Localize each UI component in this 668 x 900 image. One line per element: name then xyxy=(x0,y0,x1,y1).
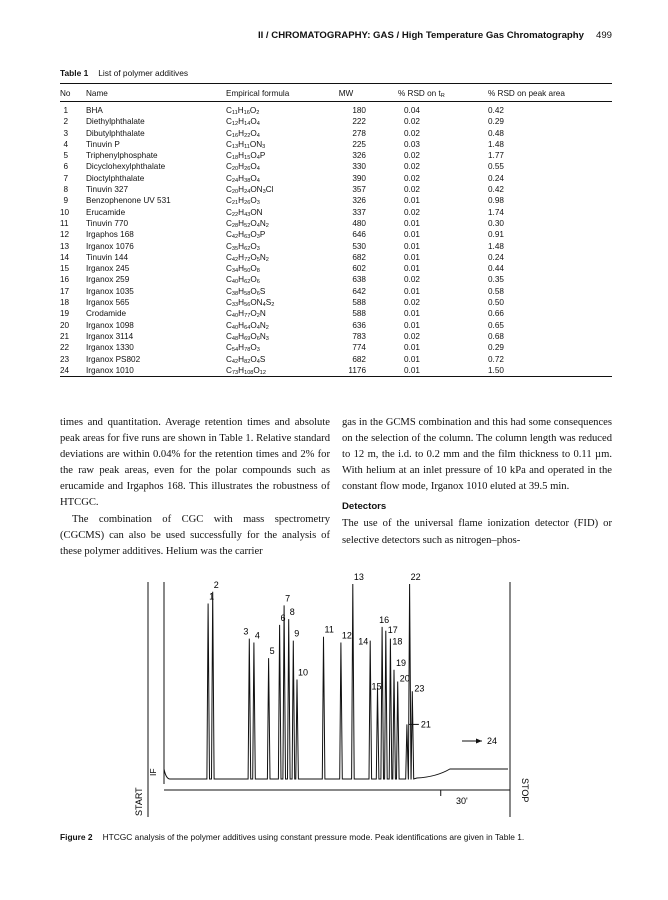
chromatogram-figure xyxy=(130,572,550,822)
cell-name: Diethylphthalate xyxy=(86,117,145,127)
additives-table xyxy=(60,84,612,376)
cell-formula: $C_{73}H_{108}O_{12}$ xyxy=(226,365,267,376)
cell-name: Dibutylphthalate xyxy=(86,128,145,138)
cell-formula: $C_{48}H_{69}O_6N_3$ xyxy=(226,331,269,342)
peak-label: 3 xyxy=(243,626,249,637)
running-head-title: II / CHROMATOGRAPHY: GAS / High Temperature Gas Chromatography xyxy=(257,30,584,41)
cell-no: 14 xyxy=(60,252,70,262)
cell-mw: 1176 xyxy=(348,365,366,375)
cell-rsd-tr: 0.03 xyxy=(404,139,420,149)
cell-rsd-tr: 0.04 xyxy=(404,106,420,115)
cell-formula: $C_{35}H_{62}O_3$ xyxy=(226,241,260,252)
cell-no: 3 xyxy=(63,128,68,138)
cell-no: 12 xyxy=(60,230,70,240)
cell-rsd-tr: 0.01 xyxy=(404,230,420,240)
col-header-name: Name xyxy=(86,88,108,98)
cell-rsd-tr: 0.02 xyxy=(404,128,420,138)
table-row xyxy=(60,218,612,229)
cell-rsd-tr: 0.02 xyxy=(404,207,420,217)
cell-mw: 602 xyxy=(352,264,366,274)
cell-rsd-tr: 0.01 xyxy=(404,218,420,228)
cell-formula: $C_{34}H_{50}O_8$ xyxy=(226,264,260,275)
table-row xyxy=(60,139,612,150)
cell-rsd-area: 0.29 xyxy=(488,343,504,353)
cell-rsd-tr: 0.01 xyxy=(404,320,420,330)
cell-formula: $C_{40}H_{77}O_2N$ xyxy=(226,309,266,320)
body-column-left xyxy=(60,415,330,560)
table-row xyxy=(60,150,612,161)
cell-name: Dicyclohexylphthalate xyxy=(86,162,166,172)
cell-no: 15 xyxy=(60,264,70,274)
peak-label: 12 xyxy=(341,630,352,641)
cell-rsd-tr: 0.02 xyxy=(404,151,420,161)
cell-rsd-area: 0.68 xyxy=(488,331,504,341)
cell-mw: 390 xyxy=(352,173,366,183)
cell-mw: 636 xyxy=(352,320,366,330)
cell-no: 5 xyxy=(63,151,68,161)
table-row xyxy=(60,286,612,297)
table-row xyxy=(60,128,612,139)
cell-rsd-area: 0.58 xyxy=(488,286,504,296)
table-label: Table 1 xyxy=(60,68,89,78)
cell-name: Crodamide xyxy=(86,309,127,319)
cell-rsd-tr: 0.02 xyxy=(404,275,420,285)
cell-formula: $C_{13}H_{11}ON_3$ xyxy=(226,139,266,150)
cell-name: Irganox 1076 xyxy=(86,241,134,251)
table-row xyxy=(60,207,612,218)
cell-rsd-tr: 0.01 xyxy=(404,264,420,274)
cell-name: Irgaphos 168 xyxy=(86,230,134,240)
cell-rsd-tr: 0.02 xyxy=(404,185,420,195)
cell-rsd-tr: 0.02 xyxy=(404,117,420,127)
cell-rsd-area: 0.42 xyxy=(488,106,504,115)
table-row xyxy=(60,331,612,342)
cell-formula: $C_{20}H_{24}ON_3Cl$ xyxy=(226,185,274,196)
chromatogram-trace xyxy=(164,584,508,779)
table-row xyxy=(60,354,612,365)
paragraph-right-2: The use of the universal flame ionization detector (FID) or selective detectors such as nitrogen–phos- xyxy=(342,518,612,546)
cell-rsd-area: 0.55 xyxy=(488,162,504,172)
table-row xyxy=(60,161,612,172)
cell-formula: $C_{42}H_{63}O_3P$ xyxy=(226,230,266,241)
page-number: 499 xyxy=(595,30,612,41)
cell-rsd-area: 0.35 xyxy=(488,275,504,285)
cell-rsd-tr: 0.02 xyxy=(404,162,420,172)
cell-name: Irganox 1330 xyxy=(86,343,134,353)
cell-no: 19 xyxy=(60,309,70,319)
table-header-row xyxy=(60,84,612,102)
cell-rsd-area: 0.65 xyxy=(488,320,504,330)
section-heading-detectors: Detectors xyxy=(342,501,387,513)
table-row xyxy=(60,184,612,195)
paragraph-right-1: gas in the GCMS combination and this had some consequences on the selection of the column. The column length was reduced to 12 m, the i.d. to 0.2 mm and the film thickness to 0.11 µm. With helium at an inlet pressure of 10 kPa and operated in the constant flow mode, Irganox 1010 eluted at 39.5 min. xyxy=(342,417,612,493)
cell-name: Irganox 1010 xyxy=(86,365,134,375)
cell-name: Tinuvin 770 xyxy=(86,218,129,228)
table-caption-text: List of polymer additives xyxy=(98,68,189,78)
cell-rsd-tr: 0.01 xyxy=(404,252,420,262)
cell-mw: 326 xyxy=(352,196,366,206)
cell-name: Irganox 1035 xyxy=(86,286,134,296)
peak-label: 16 xyxy=(379,614,390,625)
cell-name: BHA xyxy=(86,106,103,115)
cell-rsd-area: 0.91 xyxy=(488,230,504,240)
additives-table-wrap xyxy=(60,83,612,377)
cell-rsd-tr: 0.02 xyxy=(404,298,420,308)
cell-no: 17 xyxy=(60,286,70,296)
peak-label: 20 xyxy=(399,673,410,684)
cell-no: 24 xyxy=(60,365,70,375)
cell-mw: 330 xyxy=(352,162,366,172)
cell-no: 11 xyxy=(60,218,69,228)
cell-mw: 530 xyxy=(352,241,366,251)
peak-label: 1 xyxy=(209,591,215,602)
peak-label: 17 xyxy=(387,624,398,635)
cell-rsd-tr: 0.01 xyxy=(404,196,420,206)
cell-rsd-area: 0.44 xyxy=(488,264,504,274)
cell-formula: $C_{54}H_{78}O_3$ xyxy=(226,343,260,354)
table-row xyxy=(60,195,612,206)
cell-name: Irganox 259 xyxy=(86,275,130,285)
start-label: START xyxy=(134,787,144,816)
peak-label: 10 xyxy=(297,667,308,678)
cell-no: 9 xyxy=(63,196,68,206)
running-head xyxy=(60,30,612,41)
cell-name: Irganox 1098 xyxy=(86,320,134,330)
cell-formula: $C_{21}H_{26}O_3$ xyxy=(226,196,260,207)
cell-no: 7 xyxy=(63,173,68,183)
cell-no: 10 xyxy=(60,207,70,217)
cell-rsd-tr: 0.01 xyxy=(404,286,420,296)
table-row xyxy=(60,308,612,319)
paragraph-left-1: times and quantitation. Average retention times and absolute peak areas for five runs are shown in Table 1. Relative standard deviations are within 0.04% for the retention times and 2% for the raw peak areas, even for the polar compounds such as erucamide and Irgaphos 168. This illustrates the robustness of HTCGC. xyxy=(60,417,330,509)
table-row xyxy=(60,320,612,331)
cell-formula: $C_{40}H_{62}O_6$ xyxy=(226,275,260,286)
table-bottom-rule xyxy=(60,376,612,377)
table-row xyxy=(60,274,612,285)
peak-label: 2 xyxy=(213,579,219,590)
cell-rsd-tr: 0.01 xyxy=(404,365,420,375)
peak-label: 21 xyxy=(420,719,431,730)
cell-rsd-tr: 0.01 xyxy=(404,354,420,364)
cell-name: Irganox 565 xyxy=(86,298,130,308)
table-row xyxy=(60,342,612,353)
cell-rsd-area: 0.29 xyxy=(488,117,504,127)
peak-label: 15 xyxy=(371,681,382,692)
table-row xyxy=(60,241,612,252)
cell-rsd-area: 0.72 xyxy=(488,354,504,364)
cell-mw: 480 xyxy=(352,218,366,228)
cell-name: Triphenylphosphate xyxy=(86,151,158,161)
cell-name: Irganox PS802 xyxy=(86,354,141,364)
cell-mw: 588 xyxy=(352,298,366,308)
stop-label: STOP xyxy=(520,778,530,803)
peak-label: 6 xyxy=(280,612,286,623)
chromatogram-plot xyxy=(148,572,510,817)
table-row xyxy=(60,173,612,184)
cell-mw: 225 xyxy=(352,139,366,149)
cell-rsd-area: 1.50 xyxy=(488,365,504,375)
cell-no: 1 xyxy=(63,106,68,115)
cell-rsd-area: 0.98 xyxy=(488,196,504,206)
cell-name: Tinuvin P xyxy=(86,139,120,149)
cell-mw: 646 xyxy=(352,230,366,240)
cell-rsd-area: 0.50 xyxy=(488,298,504,308)
cell-rsd-area: 0.24 xyxy=(488,173,504,183)
peak-label: 4 xyxy=(254,630,260,641)
cell-mw: 180 xyxy=(352,106,366,115)
table-row xyxy=(60,116,612,127)
peak-label: 7 xyxy=(285,593,291,604)
peak-label: 8 xyxy=(289,607,295,618)
figure-label: Figure 2 xyxy=(60,832,93,842)
cell-name: Tinuvin 144 xyxy=(86,252,129,262)
cell-name: Benzophenone UV 531 xyxy=(86,196,171,206)
cell-name: Dioctylphthalate xyxy=(86,173,145,183)
col-header-mw: MW xyxy=(338,88,354,98)
table-body xyxy=(60,102,612,376)
cell-mw: 588 xyxy=(352,309,366,319)
peak-24-arrow-head xyxy=(476,739,482,744)
cell-no: 21 xyxy=(60,331,70,341)
cell-formula: $C_{22}H_{43}ON$ xyxy=(226,207,263,218)
cell-rsd-area: 0.66 xyxy=(488,309,504,319)
cell-rsd-tr: 0.01 xyxy=(404,241,420,251)
cell-no: 18 xyxy=(60,298,70,308)
cell-formula: $C_{40}H_{64}O_4N_2$ xyxy=(226,320,269,331)
cell-rsd-area: 1.77 xyxy=(488,151,504,161)
figure-caption xyxy=(60,832,612,842)
cell-formula: $C_{20}H_{26}O_4$ xyxy=(226,162,260,173)
cell-rsd-area: 1.74 xyxy=(488,207,504,217)
body-column-right xyxy=(342,415,612,549)
cell-formula: $C_{42}H_{82}O_4S$ xyxy=(226,354,266,365)
cell-mw: 337 xyxy=(352,207,366,217)
col-header-rsd-area: % RSD on peak area xyxy=(488,88,565,98)
table-row xyxy=(60,102,612,116)
time-label-30: 30' xyxy=(456,796,468,806)
cell-formula: $C_{33}H_{56}ON_4S_2$ xyxy=(226,298,275,309)
cell-rsd-tr: 0.02 xyxy=(404,331,420,341)
table-caption xyxy=(60,68,188,78)
col-header-rsd-tr: % RSD on $t_R$ xyxy=(398,88,445,99)
cell-mw: 642 xyxy=(352,286,366,296)
peak-label: 22 xyxy=(410,572,421,582)
table-row xyxy=(60,297,612,308)
cell-mw: 783 xyxy=(352,331,366,341)
peak-label: 14 xyxy=(358,636,369,647)
cell-rsd-tr: 0.01 xyxy=(404,309,420,319)
cell-no: 22 xyxy=(60,343,70,353)
cell-rsd-tr: 0.01 xyxy=(404,343,420,353)
peak-label: 5 xyxy=(269,646,275,657)
peak-label: 23 xyxy=(414,683,425,694)
col-header-no: No xyxy=(60,88,71,98)
cell-name: Erucamide xyxy=(86,207,126,217)
cell-name: Irganox 3114 xyxy=(86,331,134,341)
cell-name: Tinuvin 327 xyxy=(86,185,129,195)
cell-no: 16 xyxy=(60,275,70,285)
cell-mw: 682 xyxy=(352,354,366,364)
if-label: IF xyxy=(148,768,158,776)
cell-formula: $C_{28}H_{52}O_4N_2$ xyxy=(226,218,269,229)
figure-caption-text: HTCGC analysis of the polymer additives using constant pressure mode. Peak identifications are given in Table 1. xyxy=(102,832,525,842)
cell-rsd-area: 0.24 xyxy=(488,252,504,262)
peak-label: 9 xyxy=(294,628,300,639)
cell-no: 2 xyxy=(63,117,68,127)
table-row xyxy=(60,263,612,274)
peak-label: 11 xyxy=(324,624,334,635)
cell-formula: $C_{16}H_{22}O_4$ xyxy=(226,128,260,139)
cell-no: 13 xyxy=(60,241,70,251)
peak-24-label: 24 xyxy=(487,736,498,746)
peak-label: 18 xyxy=(392,636,403,647)
table-row xyxy=(60,252,612,263)
cell-mw: 638 xyxy=(352,275,366,285)
cell-formula: $C_{42}H_{72}O_5N_2$ xyxy=(226,252,269,263)
cell-formula: $C_{18}H_{15}O_4P$ xyxy=(226,151,266,162)
cell-mw: 357 xyxy=(352,185,366,195)
cell-rsd-area: 0.48 xyxy=(488,128,504,138)
peak-label: 13 xyxy=(353,572,364,582)
cell-no: 23 xyxy=(60,354,70,364)
cell-no: 8 xyxy=(63,185,68,195)
cell-mw: 774 xyxy=(352,343,366,353)
table-row xyxy=(60,229,612,240)
cell-name: Irganox 245 xyxy=(86,264,130,274)
cell-rsd-tr: 0.02 xyxy=(404,173,420,183)
cell-formula: $C_{24}H_{38}O_4$ xyxy=(226,173,260,184)
cell-formula: $C_{38}H_{58}O_6S$ xyxy=(226,286,266,297)
cell-formula: $C_{11}H_{16}O_2$ xyxy=(226,106,260,116)
cell-mw: 326 xyxy=(352,151,366,161)
cell-no: 20 xyxy=(60,320,70,330)
cell-rsd-area: 0.30 xyxy=(488,218,504,228)
cell-rsd-area: 0.42 xyxy=(488,185,504,195)
cell-mw: 222 xyxy=(352,117,366,127)
cell-rsd-area: 1.48 xyxy=(488,241,504,251)
cell-mw: 682 xyxy=(352,252,366,262)
cell-rsd-area: 1.48 xyxy=(488,139,504,149)
table-row xyxy=(60,365,612,376)
cell-mw: 278 xyxy=(352,128,366,138)
cell-no: 6 xyxy=(63,162,68,172)
cell-formula: $C_{12}H_{14}O_4$ xyxy=(226,117,260,128)
cell-no: 4 xyxy=(63,139,68,149)
paragraph-left-2: The combination of CGC with mass spectrometry (CGCMS) can also be used successfully for the analysis of these polymer additives. Helium was the carrier xyxy=(60,513,330,557)
col-header-formula: Empirical formula xyxy=(226,88,290,98)
peak-label: 19 xyxy=(396,657,407,668)
